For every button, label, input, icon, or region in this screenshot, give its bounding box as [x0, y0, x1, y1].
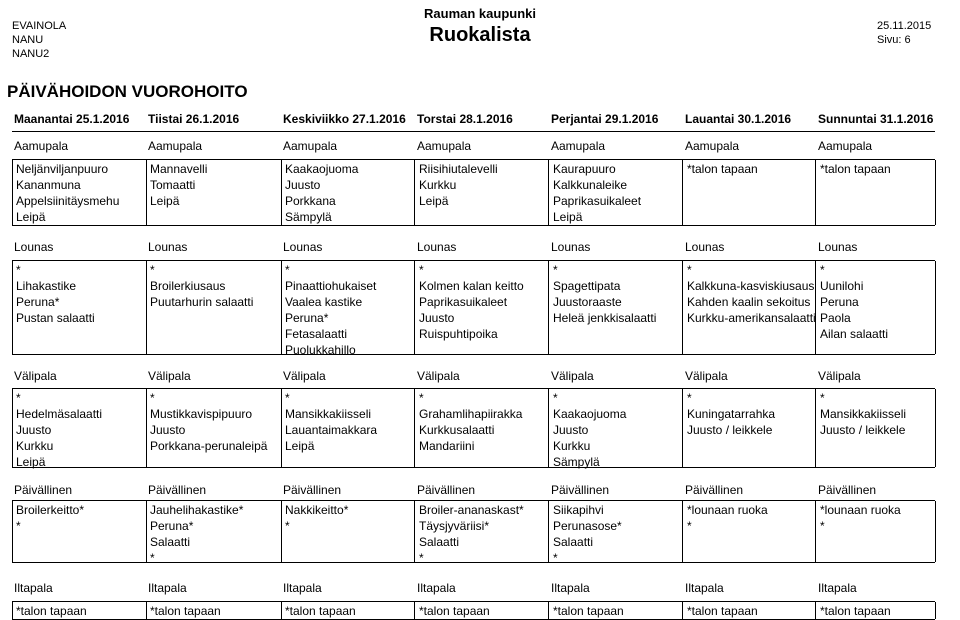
menu-item: Paprikasuikaleet: [553, 194, 642, 208]
meal-label: Lounas: [283, 240, 323, 254]
menu-item: Lauantaimakkara: [285, 423, 378, 437]
menu-item: Hedelmäsalaatti: [16, 407, 103, 421]
menu-item: Salaatti: [150, 535, 191, 549]
column-divider: [682, 389, 683, 467]
meal-label: Päivällinen: [283, 483, 342, 497]
menu-item: *: [419, 391, 424, 405]
menu-item: Kurkku-amerikansalaatti: [687, 311, 816, 325]
menu-item: Mandariini: [419, 439, 475, 453]
menu-item: Juusto: [419, 311, 455, 325]
menu-item: *: [820, 519, 825, 533]
meal-label: Päivällinen: [685, 483, 744, 497]
meal-label: Iltapala: [417, 581, 456, 595]
meal-section-box: [12, 601, 935, 620]
menu-item: Nakkikeitto*: [285, 503, 349, 517]
column-divider: [548, 160, 549, 225]
menu-item: *talon tapaan: [419, 604, 490, 618]
menu-item: Kurkkusalaatti: [419, 423, 495, 437]
column-divider: [12, 160, 13, 225]
meal-label: Lounas: [685, 240, 725, 254]
column-divider: [815, 160, 816, 225]
menu-item: Riisihiutalevelli: [419, 162, 498, 176]
column-divider: [682, 501, 683, 562]
menu-item: Leipä: [150, 194, 180, 208]
menu-item: Lihakastike: [16, 279, 77, 293]
meal-label: Välipala: [14, 369, 57, 383]
menu-item: *lounaan ruoka: [687, 503, 768, 517]
menu-item: Ruispuhtipoika: [419, 327, 498, 341]
meal-section-box: [12, 500, 935, 563]
meal-label: Lounas: [148, 240, 188, 254]
column-divider: [12, 389, 13, 467]
menu-item: *talon tapaan: [150, 604, 221, 618]
column-divider: [682, 602, 683, 619]
meal-label: Päivällinen: [551, 483, 610, 497]
menu-item: Kolmen kalan keitto: [419, 279, 524, 293]
menu-item: Paola: [820, 311, 851, 325]
column-divider: [548, 261, 549, 354]
menu-item: *: [16, 519, 21, 533]
menu-item: Peruna: [820, 295, 859, 309]
menu-item: Kalkkuna-kasviskiusaus: [687, 279, 815, 293]
meal-label: Välipala: [283, 369, 326, 383]
column-divider: [935, 389, 936, 467]
meal-section-box: [12, 260, 935, 355]
menu-item: Salaatti: [553, 535, 594, 549]
column-divider: [12, 261, 13, 354]
unit-name: NANU: [12, 34, 44, 46]
menu-item: Pustan salaatti: [16, 311, 95, 325]
menu-item: Sämpylä: [553, 455, 600, 469]
meal-label: Lounas: [417, 240, 457, 254]
menu-item: Juusto: [285, 178, 321, 192]
column-divider: [281, 160, 282, 225]
menu-item: Juusto: [16, 423, 52, 437]
unit-name: EVAINOLA: [12, 20, 67, 32]
column-divider: [146, 261, 147, 354]
page-number: Sivu: 6: [877, 34, 911, 46]
menu-item: Kahden kaalin sekoitus: [687, 295, 811, 309]
menu-item: Peruna*: [150, 519, 194, 533]
menu-item: Kalkkunaleike: [553, 178, 628, 192]
menu-item: *: [16, 391, 21, 405]
column-divider: [12, 501, 13, 562]
menu-item: Mannavelli: [150, 162, 208, 176]
menu-item: Mansikkakiisseli: [820, 407, 907, 421]
column-divider: [414, 160, 415, 225]
menu-item: Neljänviljanpuuro: [16, 162, 109, 176]
menu-item: Kurkku: [16, 439, 54, 453]
column-divider: [548, 602, 549, 619]
menu-item: Kuningatarrahka: [687, 407, 776, 421]
menu-item: *talon tapaan: [16, 604, 87, 618]
menu-item: *: [150, 391, 155, 405]
organization-name: Rauman kaupunki: [424, 6, 536, 21]
menu-item: Spagettipata: [553, 279, 621, 293]
unit-name: NANU2: [12, 48, 50, 60]
day-header-row: [0, 112, 960, 128]
meal-section-box: [12, 388, 935, 468]
menu-item: Kananmuna: [16, 178, 81, 192]
menu-item: Mustikkavispipuuro: [150, 407, 253, 421]
menu-item: *talon tapaan: [687, 604, 758, 618]
menu-item: Leipä: [285, 439, 315, 453]
menu-item: *: [553, 551, 558, 565]
menu-item: Kaurapuuro: [553, 162, 616, 176]
menu-item: Puolukkahillo: [285, 343, 356, 357]
menu-item: Leipä: [419, 194, 449, 208]
menu-item: *talon tapaan: [553, 604, 624, 618]
menu-item: *talon tapaan: [687, 162, 758, 176]
menu-item: Juusto: [150, 423, 186, 437]
menu-item: Broilerkiusaus: [150, 279, 226, 293]
menu-item: Grahamlihapiirakka: [419, 407, 523, 421]
day-header: Keskiviikko 27.1.2016: [283, 112, 406, 126]
menu-item: *: [687, 263, 692, 277]
menu-item: *: [150, 551, 155, 565]
column-divider: [281, 602, 282, 619]
meal-label: Välipala: [417, 369, 460, 383]
menu-item: Tomaatti: [150, 178, 196, 192]
meal-label: Iltapala: [14, 581, 53, 595]
day-header: Sunnuntai 31.1.2016: [818, 112, 934, 126]
print-info: [877, 19, 931, 47]
document-header: [0, 6, 960, 48]
menu-item: Kaakaojuoma: [553, 407, 627, 421]
meal-label: Päivällinen: [148, 483, 207, 497]
column-divider: [281, 261, 282, 354]
menu-item: *: [419, 263, 424, 277]
day-header: Lauantai 30.1.2016: [685, 112, 792, 126]
column-divider: [414, 261, 415, 354]
menu-item: Uunilohi: [820, 279, 864, 293]
meal-section-box: [12, 159, 935, 226]
menu-item: Kaakaojuoma: [285, 162, 359, 176]
meal-label: Aamupala: [14, 139, 69, 153]
column-divider: [414, 501, 415, 562]
meal-label: Aamupala: [283, 139, 338, 153]
menu-item: Broilerkeitto*: [16, 503, 85, 517]
menu-item: *: [553, 391, 558, 405]
menu-item: *: [553, 263, 558, 277]
column-divider: [935, 602, 936, 619]
menu-item: Perunasose*: [553, 519, 622, 533]
column-divider: [414, 389, 415, 467]
column-divider: [548, 501, 549, 562]
menu-item: *: [16, 263, 21, 277]
menu-item: Ailan salaatti: [820, 327, 889, 341]
menu-item: Sämpylä: [285, 210, 332, 224]
menu-item: Heleä jenkkisalaatti: [553, 311, 657, 325]
menu-item: Mansikkakiisseli: [285, 407, 372, 421]
meal-label: Iltapala: [148, 581, 187, 595]
column-divider: [281, 389, 282, 467]
meal-label: Päivällinen: [818, 483, 877, 497]
meal-label: Välipala: [818, 369, 861, 383]
menu-item: Paprikasuikaleet: [419, 295, 508, 309]
menu-item: *: [285, 391, 290, 405]
meal-label: Iltapala: [551, 581, 590, 595]
menu-item: Vaalea kastike: [285, 295, 363, 309]
menu-item: Kurkku: [419, 178, 457, 192]
menu-item: *: [285, 519, 290, 533]
menu-item: Peruna*: [16, 295, 60, 309]
column-divider: [146, 602, 147, 619]
menu-item: Leipä: [16, 455, 46, 469]
menu-item: *: [687, 391, 692, 405]
menu-item: Leipä: [16, 210, 46, 224]
menu-item: *: [820, 263, 825, 277]
menu-item: *: [687, 519, 692, 533]
column-divider: [682, 261, 683, 354]
menu-item: Juusto / leikkele: [820, 423, 906, 437]
menu-item: Juusto: [553, 423, 589, 437]
column-divider: [146, 160, 147, 225]
column-divider: [281, 501, 282, 562]
meal-label: Aamupala: [551, 139, 606, 153]
meal-label: Iltapala: [283, 581, 322, 595]
menu-item: Juustoraaste: [553, 295, 622, 309]
meal-label: Aamupala: [685, 139, 740, 153]
meal-label: Aamupala: [417, 139, 472, 153]
column-divider: [935, 160, 936, 225]
column-divider: [815, 501, 816, 562]
meal-label: Aamupala: [148, 139, 203, 153]
menu-item: *talon tapaan: [285, 604, 356, 618]
menu-item: *: [419, 551, 424, 565]
meal-label: Päivällinen: [417, 483, 476, 497]
menu-item: Appelsiinitäysmehu: [16, 194, 120, 208]
meal-label: Lounas: [551, 240, 591, 254]
document-title: Ruokalista: [429, 24, 531, 46]
day-header: Torstai 28.1.2016: [417, 112, 513, 126]
menu-item: Broiler-ananaskast*: [419, 503, 524, 517]
column-divider: [146, 389, 147, 467]
menu-item: *lounaan ruoka: [820, 503, 901, 517]
menu-item: Fetasalaatti: [285, 327, 348, 341]
column-divider: [815, 389, 816, 467]
column-divider: [935, 501, 936, 562]
print-date: 25.11.2015: [877, 20, 932, 32]
meal-label: Lounas: [14, 240, 54, 254]
column-divider: [815, 602, 816, 619]
meal-label: Päivällinen: [14, 483, 73, 497]
menu-item: *: [150, 263, 155, 277]
meal-label: Iltapala: [685, 581, 724, 595]
column-divider: [12, 602, 13, 619]
menu-item: *talon tapaan: [820, 604, 891, 618]
column-divider: [815, 261, 816, 354]
column-divider: [682, 160, 683, 225]
meal-label: Aamupala: [818, 139, 873, 153]
menu-item: Salaatti: [419, 535, 460, 549]
column-divider: [548, 389, 549, 467]
day-header: Tiistai 26.1.2016: [148, 112, 240, 126]
header-divider: [12, 131, 935, 132]
menu-item: *: [285, 263, 290, 277]
menu-item: Peruna*: [285, 311, 329, 325]
menu-item: Leipä: [553, 210, 583, 224]
column-divider: [935, 261, 936, 354]
menu-item: Siikapihvi: [553, 503, 604, 517]
day-header: Maanantai 25.1.2016: [14, 112, 130, 126]
menu-item: Kurkku: [553, 439, 591, 453]
meal-label: Välipala: [148, 369, 191, 383]
menu-item: Pinaattiohukaiset: [285, 279, 377, 293]
menu-item: Jauhelihakastike*: [150, 503, 244, 517]
menu-item: *: [820, 391, 825, 405]
day-header: Perjantai 29.1.2016: [551, 112, 659, 126]
menu-item: Täysjyväriisi*: [419, 519, 490, 533]
menu-item: Porkkana: [285, 194, 336, 208]
menu-item: Porkkana-perunaleipä: [150, 439, 268, 453]
column-divider: [146, 501, 147, 562]
column-divider: [414, 602, 415, 619]
page-title: PÄIVÄHOIDON VUOROHOITO: [7, 82, 248, 101]
meal-label: Välipala: [685, 369, 728, 383]
meal-label: Välipala: [551, 369, 594, 383]
menu-item: Puutarhurin salaatti: [150, 295, 254, 309]
menu-item: Juusto / leikkele: [687, 423, 773, 437]
meal-label: Lounas: [818, 240, 858, 254]
meal-label: Iltapala: [818, 581, 857, 595]
menu-item: *talon tapaan: [820, 162, 891, 176]
